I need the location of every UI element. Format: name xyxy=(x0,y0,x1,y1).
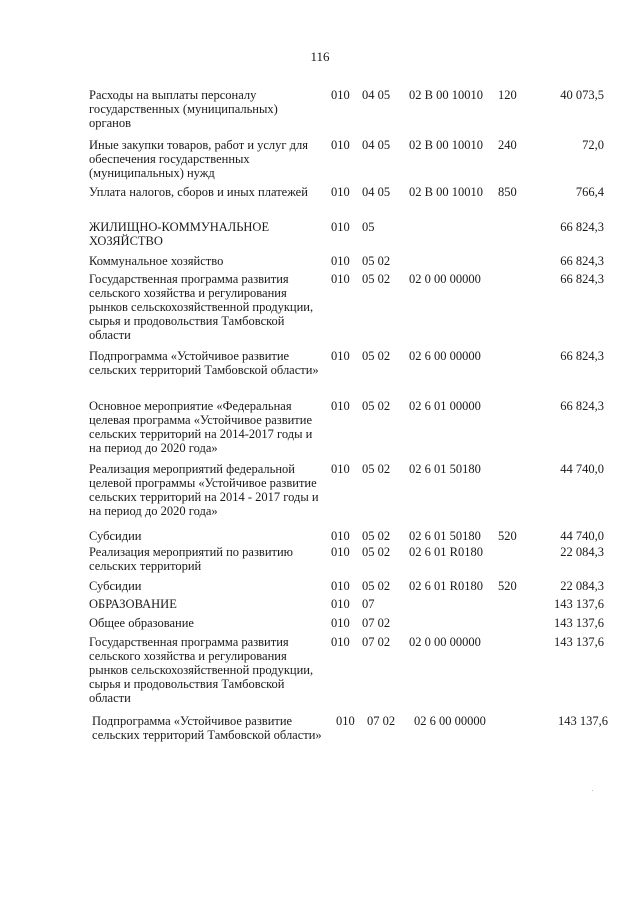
row-ved-code: 010 xyxy=(331,254,350,268)
row-ved-code: 010 xyxy=(331,462,350,476)
row-amount: 44 740,0 xyxy=(560,529,604,543)
row-amount: 22 084,3 xyxy=(560,545,604,559)
row-amount: 66 824,3 xyxy=(560,272,604,286)
row-target-code: 02 6 01 R0180 xyxy=(409,545,483,559)
row-amount: 44 740,0 xyxy=(560,462,604,476)
row-section-code: 05 02 xyxy=(362,272,391,286)
row-ved-code: 010 xyxy=(331,185,350,199)
row-name: Основное мероприятие «Федеральная целевая программа «Устойчивое развитие сельских территорий на 2014-2017 годы и на период до 2020 года» xyxy=(89,399,313,455)
row-section-code: 07 02 xyxy=(362,616,391,630)
row-amount: 143 137,6 xyxy=(554,597,604,611)
row-target-code: 02 6 00 00000 xyxy=(414,714,486,728)
row-section-code: 05 02 xyxy=(362,529,391,543)
row-name: ЖИЛИЩНО-КОММУНАЛЬНОЕ ХОЗЯЙСТВО xyxy=(89,220,270,248)
row-target-code: 02 В 00 10010 xyxy=(409,138,483,152)
row-ved-code: 010 xyxy=(331,272,350,286)
row-section-code: 04 05 xyxy=(362,88,391,102)
row-amount: 143 137,6 xyxy=(554,635,604,649)
row-amount: 72,0 xyxy=(582,138,604,152)
row-section-code: 05 xyxy=(362,220,375,234)
row-expense-type: 520 xyxy=(498,579,517,593)
row-section-code: 07 02 xyxy=(367,714,396,728)
row-amount: 66 824,3 xyxy=(560,220,604,234)
row-ved-code: 010 xyxy=(331,399,350,413)
row-name: Подпрограмма «Устойчивое развитие сельских территорий Тамбовской области» xyxy=(92,714,322,742)
row-name: ОБРАЗОВАНИЕ xyxy=(89,597,177,611)
row-amount: 66 824,3 xyxy=(560,349,604,363)
row-target-code: 02 В 00 10010 xyxy=(409,185,483,199)
row-section-code: 05 02 xyxy=(362,254,391,268)
row-target-code: 02 В 00 10010 xyxy=(409,88,483,102)
row-section-code: 07 xyxy=(362,597,375,611)
row-name: Коммунальное хозяйство xyxy=(89,254,224,268)
row-expense-type: 240 xyxy=(498,138,517,152)
row-name: Уплата налогов, сборов и иных платежей xyxy=(89,185,308,199)
row-name: Иные закупки товаров, работ и услуг для обеспечения государственных (муниципальных) нужд xyxy=(89,138,309,180)
row-ved-code: 010 xyxy=(331,545,350,559)
row-section-code: 05 02 xyxy=(362,545,391,559)
row-section-code: 05 02 xyxy=(362,349,391,363)
row-section-code: 05 02 xyxy=(362,399,391,413)
row-name: Государственная программа развития сельского хозяйства и регулирования рынков сельскохозяйственной продукции, сырья и продовольствия Тамбовской области xyxy=(89,272,314,342)
row-ved-code: 010 xyxy=(331,579,350,593)
row-section-code: 07 02 xyxy=(362,635,391,649)
row-name: Субсидии xyxy=(89,579,142,593)
row-ved-code: 010 xyxy=(331,349,350,363)
row-ved-code: 010 xyxy=(331,138,350,152)
page-number: 116 xyxy=(310,49,330,64)
row-target-code: 02 6 00 00000 xyxy=(409,349,481,363)
row-amount: 40 073,5 xyxy=(560,88,604,102)
row-name: Расходы на выплаты персоналу государственных (муниципальных) органов xyxy=(89,88,278,130)
row-amount: 143 137,6 xyxy=(554,616,604,630)
row-ved-code: 010 xyxy=(331,597,350,611)
row-section-code: 05 02 xyxy=(362,462,391,476)
row-ved-code: 010 xyxy=(331,220,350,234)
row-name: Реализация мероприятий федеральной целевой программы «Устойчивое развитие сельских территорий на 2014 - 2017 годы и на период до 2020 года» xyxy=(89,462,319,518)
row-name: Реализация мероприятий по развитию сельских территорий xyxy=(89,545,293,573)
row-target-code: 02 6 01 R0180 xyxy=(409,579,483,593)
row-name: Подпрограмма «Устойчивое развитие сельских территорий Тамбовской области» xyxy=(89,349,319,377)
row-ved-code: 010 xyxy=(336,714,355,728)
row-target-code: 02 0 00 00000 xyxy=(409,272,481,286)
row-expense-type: 520 xyxy=(498,529,517,543)
row-ved-code: 010 xyxy=(331,529,350,543)
scan-speck xyxy=(592,790,593,791)
row-section-code: 04 05 xyxy=(362,185,391,199)
row-expense-type: 850 xyxy=(498,185,517,199)
row-expense-type: 120 xyxy=(498,88,517,102)
row-amount: 66 824,3 xyxy=(560,399,604,413)
row-amount: 766,4 xyxy=(575,185,604,199)
row-section-code: 05 02 xyxy=(362,579,391,593)
row-amount: 22 084,3 xyxy=(560,579,604,593)
row-name: Общее образование xyxy=(89,616,194,630)
row-target-code: 02 0 00 00000 xyxy=(409,635,481,649)
row-name: Государственная программа развития сельского хозяйства и регулирования рынков сельскохозяйственной продукции, сырья и продовольствия Тамбовской области xyxy=(89,635,314,705)
row-ved-code: 010 xyxy=(331,88,350,102)
row-amount: 66 824,3 xyxy=(560,254,604,268)
row-target-code: 02 6 01 50180 xyxy=(409,529,481,543)
row-name: Субсидии xyxy=(89,529,142,543)
row-amount: 143 137,6 xyxy=(558,714,608,728)
row-ved-code: 010 xyxy=(331,616,350,630)
row-target-code: 02 6 01 00000 xyxy=(409,399,481,413)
row-section-code: 04 05 xyxy=(362,138,391,152)
row-ved-code: 010 xyxy=(331,635,350,649)
row-target-code: 02 6 01 50180 xyxy=(409,462,481,476)
